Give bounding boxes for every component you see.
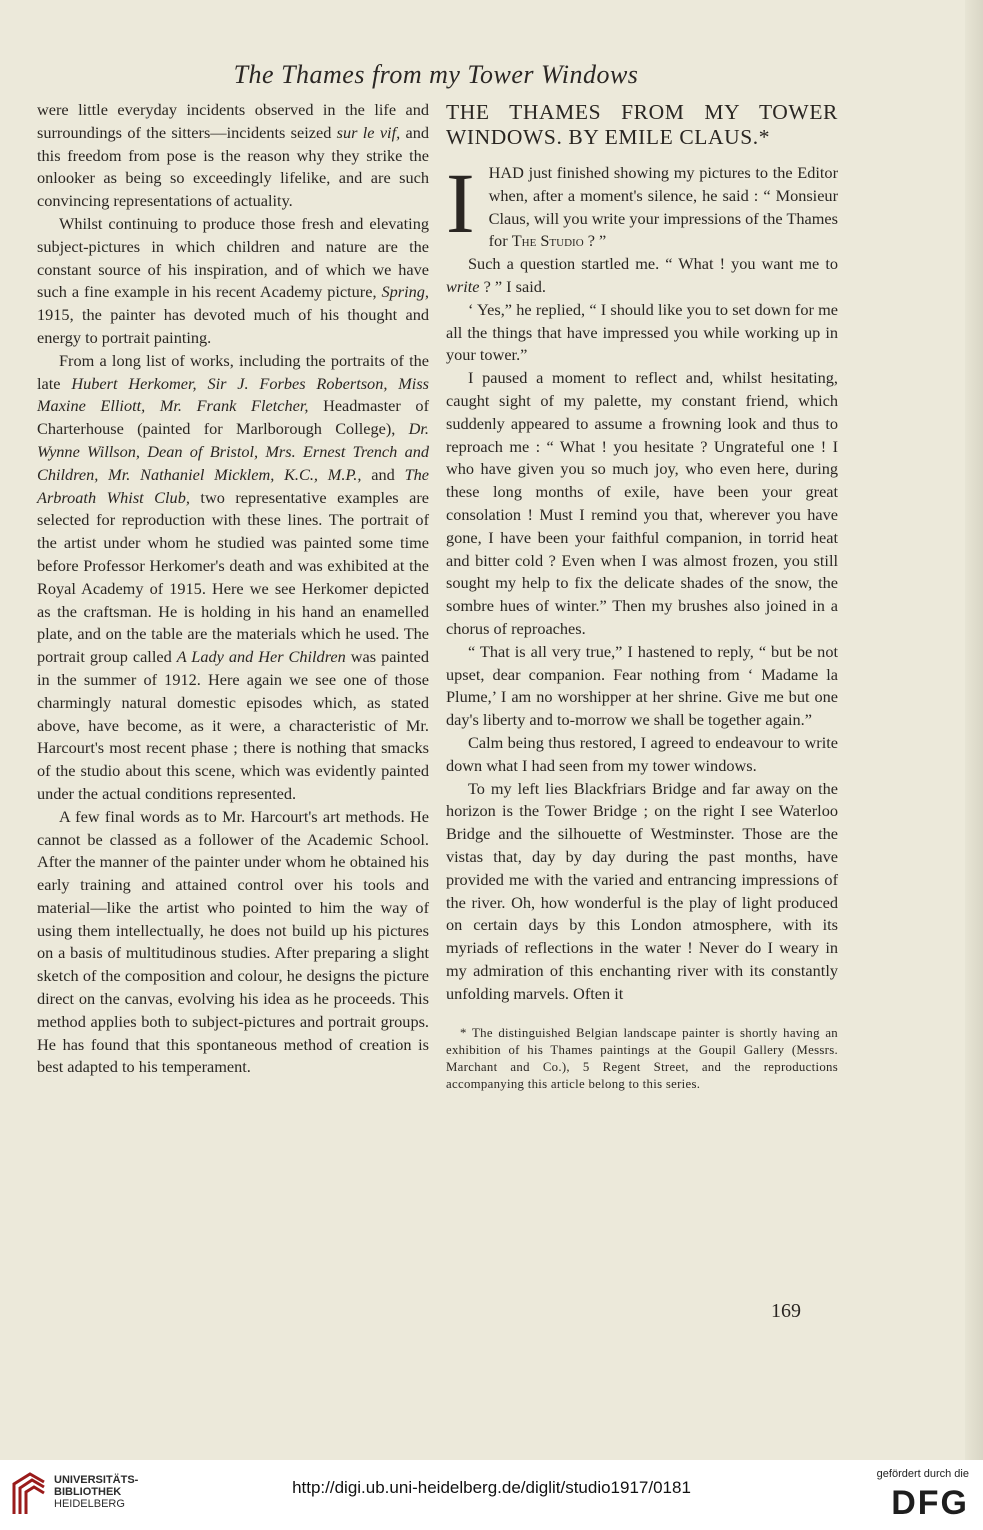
footnote: * The distinguished Belgian landscape painter is shortly having an exhibition of his Thames paintings at the Goupil Gallery (Messrs. Marchant and Co.), 5 Regent Street, and the reproductions accompanying this article belong to this series.: [446, 1026, 838, 1092]
running-title: The Thames from my Tower Windows: [233, 60, 639, 89]
paragraph: To my left lies Blackfriars Bridge and far away on the horizon is the Tower Bridge ; on the right I see Waterloo Bridge and the silhouette of Westminster. Those are the vistas that, day by day during the past months, have provided me with the varied and entrancing impressions of the river. Oh, how wonderful is the play of light produced on certain days by this London atmosphere, with its myriads of reflections in the water ! Never do I weary in my admiration of this enchanting river with its constantly unfolding marvels. Often it: [446, 778, 838, 1003]
paragraph: ‘ Yes,” he replied, “ I should like you to set down for me all the things that have impressed you while working up in your tower.”: [446, 299, 838, 365]
paragraph: Calm being thus restored, I agreed to endeavour to write down what I had seen from my tower windows.: [446, 732, 838, 775]
drop-cap: I: [446, 155, 475, 251]
paragraph: From a long list of works, including the portraits of the late Hubert Herkomer, Sir J. Forbes Robertson, Miss Maxine Elliott, Mr. Frank Fletcher, Headmaster of Charterhouse (painted for Marlborough College), Dr. Wynne Willson, Dean of Bristol, Mrs. Ernest Trench and Children, Mr. Nathaniel Micklem, K.C., M.P., and The Arbroath Whist Club, two representative examples are selected for reproduction with these lines. The portrait of the artist under whom he studied was painted some time before Professor Herkomer's death and was exhibited at the Royal Academy of 1915. Here we see Herkomer depicted as the craftsman. He is holding in his hand an enamelled plate, and on the table are the materials which he used. The portrait group called A Lady and Her Children was painted in the summer of 1912. Here again we see one of those charmingly natural domestic episodes which, as stated above, have become, as it were, a characteristic of Mr. Harcourt's most recent phase ; there is nothing that smacks of the studio about this scene, which was evidently painted under the actual conditions represented.: [37, 350, 430, 803]
source-url-link[interactable]: http://digi.ub.uni-heidelberg.de/diglit/studio1917/0181: [292, 1478, 691, 1497]
right-column: [446, 99, 838, 1093]
paragraph: A few final words as to Mr. Harcourt's art methods. He cannot be classed as a follower of the Academic School. After the manner of the painter under whom he obtained his early training and attained control over his tools and material—like the artist who pointed to him the way of using them intellectually, he does not build up his pictures on a basis of multitudinous studies. After preparing a slight sketch of the composition and colour, he designs the picture direct on the canvas, evolving his idea as he proceeds. This method applies both to subject-pictures and portrait groups. He has found that this spontaneous method of creation is best adapted to his temperament.: [37, 806, 429, 1077]
article-title: THE THAMES FROM MY TOWER WINDOWS. BY EMILE CLAUS.*: [446, 100, 838, 149]
paragraph: I paused a moment to reflect and, whilst hesitating, caught sight of my palette, my constant friend, which suddenly appeared to assume a frowning look and thus to reproach me : “ What ! you hesitate ? Ungrateful one ! I who have given you so much joy, who even here, during these long months of exile, have been your great consolation ! Must I remind you that, wherever you have gone, I have been your faithful companion, in torrid heat and bitter cold ? Even when I was almost frozen, you still sought my help to fix the delicate shades of the snow, the sombre hues of winter.” Then my brushes also joined in a chorus of reproaches.: [446, 368, 838, 638]
page-edge-shadow: [965, 0, 983, 1460]
paragraph: “ That is all very true,” I hastened to reply, “ but be not upset, dear companion. Fear nothing from ‘ Madame la Plume,’ I am no worshipper at her shrine. Give me but one day's liberty and to-morrow we shall be together again.”: [446, 641, 838, 730]
dfg-logo: DFG: [891, 1484, 969, 1522]
paragraph: were little everyday incidents observed in the life and surroundings of the sitters—incidents seized sur le vif, and this freedom from pose is the reason why they strike the onlooker as being so exceedingly lifelike, and are such convincing representations of actuality.: [37, 100, 430, 211]
paragraph: Such a question startled me. “ What ! you want me to write ? ” I said.: [446, 254, 838, 296]
left-column: [37, 99, 429, 1079]
paragraph: IHAD just finished showing my pictures to the Editor when, after a moment's silence, he said : “ Monsieur Claus, will you write your impressions of the Thames for The Studio ? ”: [446, 155, 838, 251]
page-number: 169: [771, 1300, 801, 1322]
paragraph: Whilst continuing to produce those fresh and elevating subject-pictures in which children and nature are the constant source of his inspiration, and of which we have such a fine example in his recent Academy picture, Spring, 1915, the painter has devoted much of his thought and energy to portrait painting.: [37, 213, 429, 347]
viewer-footer: [0, 1460, 983, 1530]
funded-by-label: gefördert durch die: [876, 1468, 969, 1480]
library-name: UNIVERSITÄTS- BIBLIOTHEK HEIDELBERG: [54, 1474, 139, 1510]
